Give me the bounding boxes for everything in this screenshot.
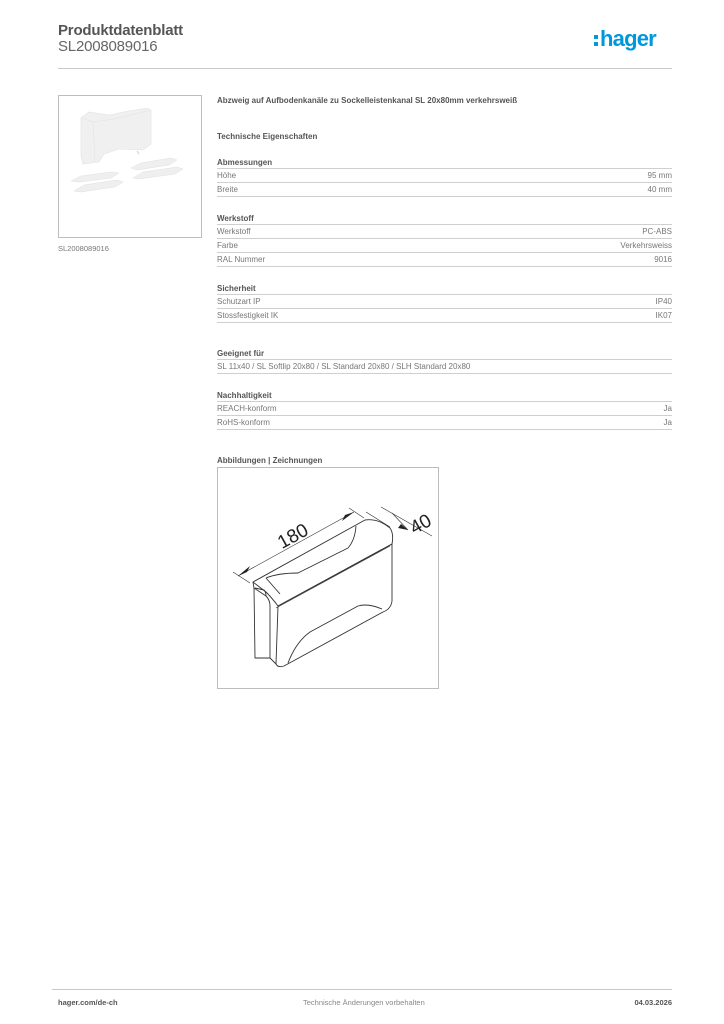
- row-value: 9016: [654, 255, 672, 264]
- dimension-drawing-icon: [218, 468, 438, 688]
- section-title: Werkstoff: [217, 213, 672, 225]
- article-number: SL2008089016: [58, 38, 158, 55]
- product-photo-icon: [59, 96, 201, 237]
- dimension-length-label: 180: [274, 519, 313, 554]
- section-title: Geeignet für: [217, 348, 672, 360]
- section-suitable-for: [217, 348, 672, 374]
- row-label: REACH-konform: [217, 404, 277, 413]
- product-image: [58, 95, 202, 238]
- footer-website-link[interactable]: hager.com/de-ch: [58, 998, 118, 1007]
- row-label: Breite: [217, 185, 238, 194]
- header-divider: [58, 68, 672, 69]
- row-value: Ja: [663, 404, 672, 413]
- product-image-caption: SL2008089016: [58, 244, 109, 253]
- section-sustainability: [217, 390, 672, 430]
- hager-logo: [594, 28, 656, 50]
- row-label: SL 11x40 / SL Softlip 20x80 / SL Standard 20x80 / SLH Standard 20x80: [217, 362, 471, 371]
- table-row: [217, 295, 672, 309]
- table-row: [217, 309, 672, 323]
- row-label: Farbe: [217, 241, 238, 250]
- row-label: Stossfestigkeit IK: [217, 311, 279, 320]
- row-value: PC-ABS: [642, 227, 672, 236]
- row-value: IP40: [655, 297, 672, 306]
- product-description: Abzweig auf Aufbodenkanäle zu Sockelleistenkanal SL 20x80mm verkehrsweiß: [217, 96, 518, 105]
- row-value: 40 mm: [647, 185, 672, 194]
- row-label: RAL Nummer: [217, 255, 266, 264]
- logo-text: hager: [600, 26, 656, 51]
- svg-text:40: [407, 510, 436, 539]
- table-row: [217, 225, 672, 239]
- row-label: Schutzart IP: [217, 297, 261, 306]
- row-label: RoHS-konform: [217, 418, 270, 427]
- svg-text:180: [274, 520, 312, 554]
- section-material: [217, 213, 672, 267]
- technical-drawing: [217, 467, 439, 689]
- row-value: IK07: [655, 311, 672, 320]
- footer-date: 04.03.2026: [634, 998, 672, 1007]
- section-dimensions: [217, 157, 672, 197]
- product-details: [217, 95, 672, 467]
- table-row: [217, 239, 672, 253]
- table-row: [217, 360, 672, 374]
- dimension-width-label: 40: [406, 510, 436, 539]
- footer-divider: [52, 989, 672, 990]
- row-value: Verkehrsweiss: [620, 241, 672, 250]
- section-title: Abmessungen: [217, 157, 672, 169]
- logo-colon-icon: [594, 33, 599, 47]
- page-title: Produktdatenblatt: [58, 22, 183, 39]
- row-label: Höhe: [217, 171, 237, 180]
- section-safety: [217, 283, 672, 323]
- table-row: [217, 402, 672, 416]
- table-row: [217, 183, 672, 197]
- row-label: Werkstoff: [217, 227, 251, 236]
- footer-notice: Technische Änderungen vorbehalten: [303, 998, 425, 1007]
- figures-heading: Abbildungen | Zeichnungen: [217, 456, 323, 465]
- section-title: Nachhaltigkeit: [217, 390, 672, 402]
- row-value: Ja: [663, 418, 672, 427]
- section-title: Sicherheit: [217, 283, 672, 295]
- row-value: 95 mm: [647, 171, 672, 180]
- technical-properties-heading: Technische Eigenschaften: [217, 132, 318, 141]
- table-row: [217, 169, 672, 183]
- table-row: [217, 253, 672, 267]
- table-row: [217, 416, 672, 430]
